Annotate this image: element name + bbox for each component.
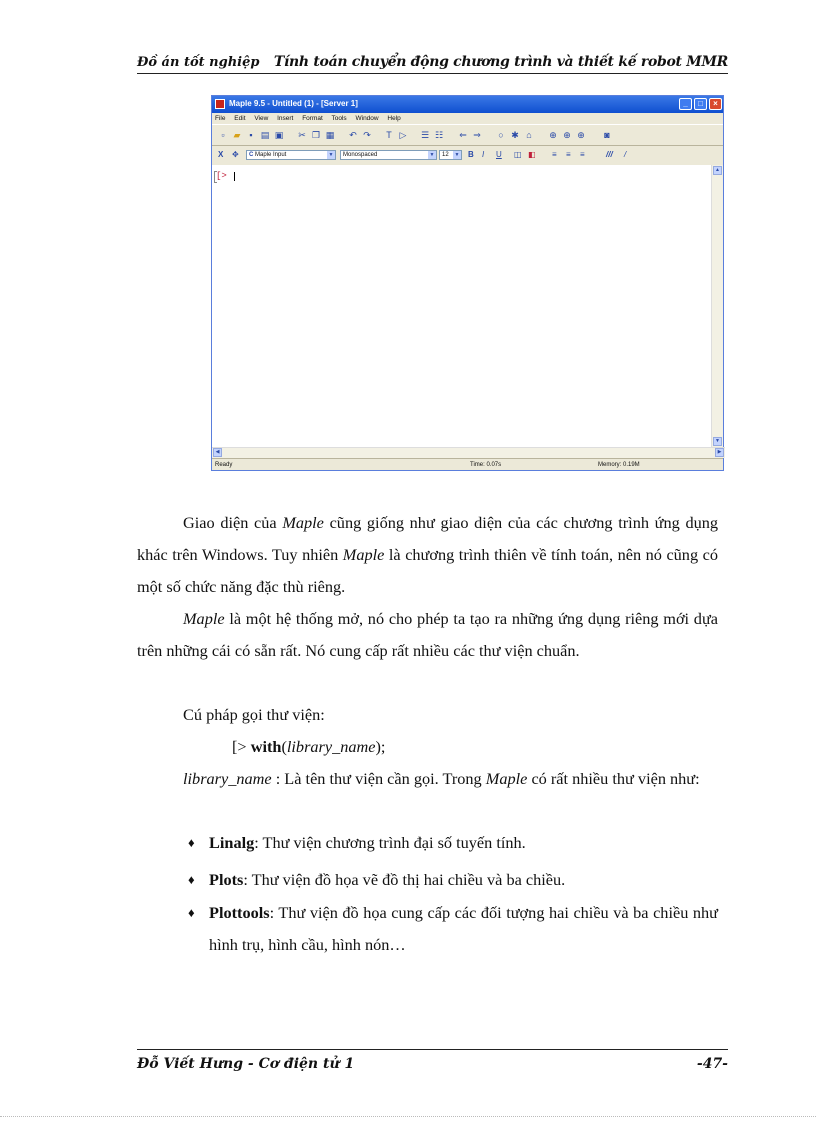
paragraph-interface xyxy=(137,507,718,603)
header-right-text: Tính toán chuyển động chương trình và thiết kế robot MMR xyxy=(273,54,728,70)
menu-help[interactable]: Help xyxy=(387,115,401,122)
font-size-value: 12 xyxy=(442,152,449,158)
status-memory: Memory: 0.19M xyxy=(598,462,640,468)
open-folder-icon[interactable]: ▰ xyxy=(233,130,241,140)
italic-style-icon[interactable]: / xyxy=(624,150,627,159)
main-toolbar xyxy=(212,124,723,146)
p4-text-b: có rất nhiều thư viện như: xyxy=(527,769,700,788)
page-number: -47- xyxy=(696,1056,728,1072)
maple-window xyxy=(211,95,724,471)
back-arrow-icon[interactable]: ⇐ xyxy=(459,130,467,140)
maple-term: Maple xyxy=(183,609,225,628)
input-mode-select[interactable]: C Maple Input ▼ xyxy=(246,150,336,160)
input-mode-value: Maple Input xyxy=(255,152,287,158)
math-mode-icon[interactable]: ▷ xyxy=(399,130,407,140)
maple-term: Maple xyxy=(282,513,324,532)
diamond-bullet-icon: ♦ xyxy=(188,872,195,887)
zoom-100-icon[interactable]: ⊕ xyxy=(549,130,557,140)
maple-term: Maple xyxy=(485,769,528,788)
undo-icon[interactable]: ↶ xyxy=(349,130,357,140)
help-icon[interactable]: ◙ xyxy=(604,130,610,140)
align-center-icon[interactable]: ≡ xyxy=(566,150,571,159)
library-name-term: library_name xyxy=(183,769,272,788)
scroll-up-icon[interactable]: ▲ xyxy=(713,166,722,175)
bold-icon[interactable]: B xyxy=(468,150,474,159)
code-argument: library_name xyxy=(286,737,376,756)
menu-tools[interactable]: Tools xyxy=(331,115,347,122)
p1-text-c: là chương trình thiên về tính toán, nên nó cũng có một số chức năng đặc thù riêng. xyxy=(137,545,718,596)
p1-text-b: cũng giống như giao diện của các chương trình ứng dụng khác trên Windows. Tuy nhiên xyxy=(137,513,719,564)
p2-text: là một hệ thống mở, nó cho phép ta tạo ra những ứng dụng riêng mới dựa trên những cái có sẵn rất. Nó cung cấp rất nhiều các thư viện chuẩn. xyxy=(137,609,718,660)
maple-term: Maple xyxy=(342,545,385,564)
p4-text-a: : Là tên thư viện cần gọi. Trong xyxy=(271,769,486,788)
window-titlebar xyxy=(212,96,723,113)
comment-icon[interactable]: ◫ xyxy=(514,150,522,159)
align-left-icon[interactable]: ≡ xyxy=(552,150,557,159)
print-icon[interactable]: ▤ xyxy=(260,130,270,140)
minimize-button[interactable]: _ xyxy=(679,98,692,110)
style-icon[interactable]: /// xyxy=(606,150,613,159)
scroll-down-icon[interactable]: ▼ xyxy=(713,437,722,446)
list-item-plots xyxy=(188,864,718,896)
stop-icon[interactable]: ○ xyxy=(498,130,504,140)
save-icon[interactable]: ▪ xyxy=(249,130,253,140)
cut-icon[interactable]: ✂ xyxy=(298,130,306,140)
list-term: Linalg xyxy=(209,833,255,852)
paste-icon[interactable]: ▦ xyxy=(325,130,335,140)
list-desc: : Thư viện chương trình đại số tuyến tính. xyxy=(254,833,526,852)
p1-text-a: Giao diện của xyxy=(183,513,283,532)
paragraph-library-name xyxy=(137,763,718,795)
paragraph-syntax-intro xyxy=(137,699,718,731)
bookmark-icon[interactable]: ◧ xyxy=(528,150,536,159)
maple-leaf-icon[interactable]: ✥ xyxy=(232,150,239,159)
zoom-200-icon[interactable]: ⊕ xyxy=(577,130,585,140)
maximize-button[interactable]: □ xyxy=(694,98,707,110)
chevron-down-icon: ▼ xyxy=(429,152,435,158)
header-left-text: Đồ án tốt nghiệp xyxy=(137,55,260,70)
code-function: with xyxy=(250,737,282,756)
font-select[interactable] xyxy=(340,150,437,160)
maple-prompt: [> xyxy=(216,171,227,181)
copy-icon[interactable]: ❐ xyxy=(311,130,321,140)
chevron-down-icon: ▼ xyxy=(328,152,334,158)
group-icon[interactable]: ☰ xyxy=(420,130,430,140)
menu-file[interactable]: File xyxy=(215,115,226,122)
italic-icon[interactable]: I xyxy=(482,150,485,159)
zoom-150-icon[interactable]: ⊕ xyxy=(563,130,571,140)
code-paren-close: ); xyxy=(375,737,386,756)
menu-insert[interactable]: Insert xyxy=(277,115,294,122)
status-bar xyxy=(212,458,723,471)
execute-icon[interactable]: ✱ xyxy=(511,130,519,140)
window-title: Maple 9.5 - Untitled (1) - [Server 1] xyxy=(229,99,358,108)
status-state: Ready xyxy=(215,462,233,468)
status-time: Time: 0.07s xyxy=(470,462,502,468)
diamond-bullet-icon: ♦ xyxy=(188,835,195,850)
list-item-linalg xyxy=(188,827,718,859)
p3-text: Cú pháp gọi thư viện: xyxy=(183,705,325,724)
maple-app-icon xyxy=(215,99,225,109)
scroll-left-icon[interactable]: ◀ xyxy=(213,448,222,457)
redo-icon[interactable]: ↷ xyxy=(363,130,371,140)
list-desc: : Thư viện đồ họa cung cấp các đối tượng hai chiều và ba chiều như hình trụ, hình cầu, hình nón… xyxy=(209,903,718,954)
underline-icon[interactable]: U xyxy=(496,150,502,159)
list-term: Plottools xyxy=(209,903,270,922)
print-preview-icon[interactable]: ▣ xyxy=(274,130,284,140)
footer-author: Đỗ Viết Hưng - Cơ điện tử 1 xyxy=(137,1056,355,1072)
chevron-down-icon: ▼ xyxy=(454,152,460,158)
restart-icon[interactable]: ⌂ xyxy=(526,130,532,140)
close-button[interactable]: × xyxy=(709,98,722,110)
scroll-right-icon[interactable]: ▶ xyxy=(715,448,724,457)
paragraph-open-system xyxy=(137,603,718,667)
menu-format[interactable]: Format xyxy=(302,115,323,122)
new-file-icon[interactable]: ▫ xyxy=(221,130,225,140)
page-footer xyxy=(137,1049,728,1078)
context-toolbar xyxy=(212,146,723,166)
forward-arrow-icon[interactable]: ⇒ xyxy=(473,130,481,140)
list-desc: : Thư viện đồ họa vẽ đồ thị hai chiều và ba chiều. xyxy=(243,870,566,889)
font-value: Monospaced xyxy=(343,152,378,158)
font-size-select[interactable] xyxy=(439,150,462,160)
code-prompt: [> xyxy=(232,737,251,756)
list-term: Plots xyxy=(209,870,244,889)
section-icon[interactable]: ☷ xyxy=(434,130,444,140)
align-right-icon[interactable]: ≡ xyxy=(580,150,585,159)
menu-bar xyxy=(212,113,723,124)
menu-edit[interactable]: Edit xyxy=(234,115,246,122)
syntax-example xyxy=(232,731,385,763)
code-paren-open: ( xyxy=(281,737,287,756)
list-item-plottools xyxy=(188,897,718,961)
diamond-bullet-icon: ♦ xyxy=(188,905,195,920)
vertical-scrollbar[interactable] xyxy=(711,165,723,447)
page-edge-divider xyxy=(0,1116,816,1117)
worksheet-area[interactable] xyxy=(212,165,714,447)
menu-view[interactable]: View xyxy=(254,115,269,122)
text-mode-icon[interactable]: T xyxy=(386,130,392,140)
horizontal-scrollbar[interactable] xyxy=(212,447,725,458)
math-x-icon[interactable]: X xyxy=(218,150,224,159)
page-header xyxy=(137,49,728,74)
menu-window[interactable]: Window xyxy=(355,115,379,122)
text-cursor xyxy=(234,172,235,181)
